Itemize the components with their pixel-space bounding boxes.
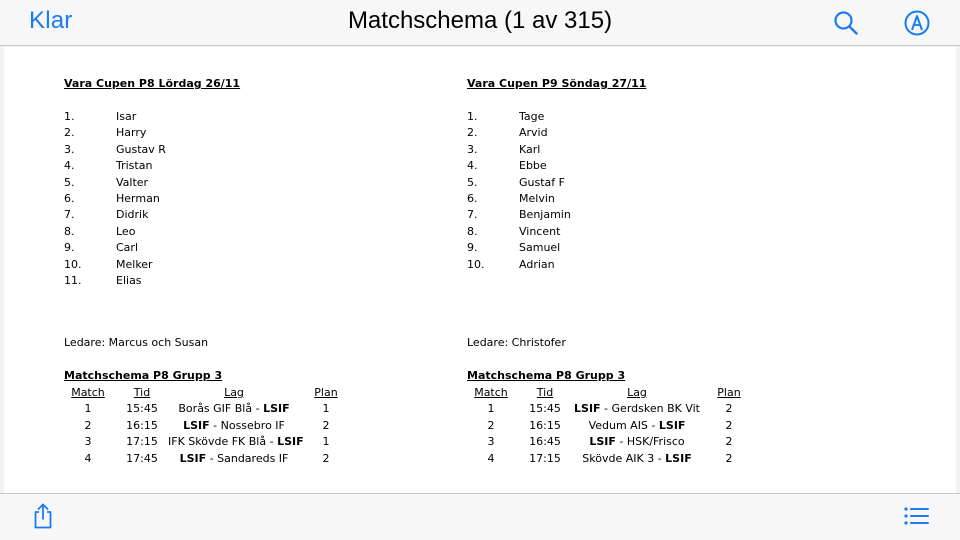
list-item [64, 240, 444, 256]
match-teams [571, 451, 703, 467]
match-time: 17:45 [126, 451, 158, 465]
match-number: 3 [487, 435, 495, 449]
list-item [467, 158, 847, 174]
list-number: 8. [64, 224, 75, 238]
player-name: Elias [116, 273, 142, 287]
match-teams [168, 451, 300, 467]
match-teams [168, 418, 300, 434]
home-team-highlight: LSIF [179, 451, 207, 465]
player-name: Gustav R [116, 142, 166, 156]
column-header-match: Match [474, 386, 508, 399]
team-text: Borås GIF Blå - [178, 402, 264, 416]
player-name: Vincent [519, 224, 561, 238]
markup-icon[interactable] [903, 9, 931, 37]
player-name: Samuel [519, 241, 561, 255]
home-team-highlight: LSIF [277, 435, 304, 449]
table-row [64, 434, 364, 450]
table-header-row [467, 385, 767, 401]
match-number: 4 [84, 451, 92, 465]
table-row [64, 451, 364, 467]
match-time: 17:15 [529, 451, 561, 465]
match-pitch: 2 [725, 435, 733, 449]
list-number: 1. [64, 110, 75, 123]
player-name: Melker [116, 257, 153, 271]
list-item [64, 125, 444, 141]
match-time: 15:45 [126, 402, 158, 416]
table-body [467, 401, 767, 467]
match-schedule-table [467, 385, 767, 467]
match-pitch: 2 [322, 418, 330, 432]
schedule-title: Matchschema P8 Grupp 3 [64, 369, 223, 382]
table-body [64, 401, 364, 467]
list-number: 9. [64, 241, 75, 255]
match-pitch: 2 [725, 451, 733, 465]
table-header-row [64, 385, 364, 401]
list-item [467, 175, 847, 191]
list-number: 4. [64, 159, 75, 173]
match-teams [168, 401, 300, 417]
player-name: Harry [116, 126, 147, 140]
match-pitch: 1 [322, 402, 330, 416]
toolbar [0, 493, 960, 540]
right-column [467, 76, 847, 465]
list-item [64, 142, 444, 158]
column-header-lag: Lag [627, 386, 647, 399]
list-number: 3. [467, 142, 478, 156]
match-pitch: 2 [725, 402, 733, 416]
home-team-highlight: LSIF [658, 418, 686, 432]
table-row [64, 418, 364, 434]
list-number: 3. [64, 142, 75, 156]
list-item [467, 207, 847, 223]
match-pitch: 2 [725, 418, 733, 432]
player-name: Didrik [116, 208, 149, 222]
list-number: 2. [467, 126, 478, 140]
list-number: 2. [64, 126, 75, 140]
list-item [64, 158, 444, 174]
list-item [467, 224, 847, 240]
list-number: 6. [64, 191, 75, 205]
list-item [467, 257, 847, 273]
section-heading: Vara Cupen P9 Söndag 27/11 [467, 77, 647, 90]
player-name: Melvin [519, 191, 555, 205]
list-item [467, 142, 847, 158]
leaders-text: Ledare: Christofer [467, 336, 566, 349]
list-item [64, 224, 444, 240]
match-time: 15:45 [529, 402, 561, 416]
list-item [467, 191, 847, 207]
left-column [64, 76, 444, 465]
player-name: Adrian [519, 257, 555, 271]
list-number: 11. [64, 273, 82, 287]
team-text: - HSK/Frisco [615, 435, 685, 449]
list-number: 8. [467, 224, 478, 238]
team-text: - Nossebro IF [209, 418, 285, 432]
section-heading: Vara Cupen P8 Lördag 26/11 [64, 77, 241, 90]
list-number: 7. [467, 208, 478, 222]
match-number: 3 [84, 435, 92, 449]
player-name: Herman [116, 191, 160, 205]
match-number: 2 [487, 418, 495, 432]
list-number: 10. [64, 257, 82, 271]
table-row [467, 451, 767, 467]
column-header-plan: Plan [717, 386, 741, 399]
team-text: - Sandareds IF [206, 451, 289, 465]
player-name: Tage [519, 110, 545, 123]
team-text: Skövde AIK 3 - [582, 451, 666, 465]
match-number: 2 [84, 418, 92, 432]
match-schedule-table [64, 385, 364, 467]
home-team-highlight: LSIF [263, 402, 290, 416]
team-text: Vedum AIS - [588, 418, 659, 432]
match-teams [571, 418, 703, 434]
player-name: Arvid [519, 126, 548, 140]
player-name: Valter [116, 175, 149, 189]
home-team-highlight: LSIF [589, 435, 616, 449]
list-number: 1. [467, 110, 478, 123]
list-number: 10. [467, 257, 485, 271]
schedule-title: Matchschema P8 Grupp 3 [467, 369, 626, 382]
match-number: 1 [487, 402, 495, 416]
list-item [64, 191, 444, 207]
table-row [467, 401, 767, 417]
table-row [467, 418, 767, 434]
player-name: Carl [116, 241, 138, 255]
list-item [64, 175, 444, 191]
done-button[interactable]: Klar [29, 7, 73, 34]
list-number: 6. [467, 191, 478, 205]
match-pitch: 1 [322, 435, 330, 449]
player-name: Karl [519, 142, 541, 156]
share-icon[interactable] [29, 502, 57, 530]
list-item [467, 125, 847, 141]
search-icon[interactable] [832, 9, 860, 37]
team-text: - Gerdsken BK Vit [600, 402, 700, 416]
team-text: IFK Skövde FK Blå - [168, 435, 278, 449]
list-item [467, 240, 847, 256]
leaders-text: Ledare: Marcus och Susan [64, 336, 209, 349]
match-teams [571, 434, 703, 450]
match-teams [168, 434, 304, 450]
list-number: 4. [467, 159, 478, 173]
table-row [64, 401, 364, 417]
match-time: 16:15 [529, 418, 561, 432]
list-number: 7. [64, 208, 75, 222]
list-item [64, 257, 444, 273]
match-time: 16:45 [529, 435, 561, 449]
home-team-highlight: LSIF [574, 402, 601, 416]
match-pitch: 2 [322, 451, 330, 465]
home-team-highlight: LSIF [183, 418, 210, 432]
list-item [467, 109, 847, 125]
list-number: 5. [467, 175, 478, 189]
match-time: 17:15 [126, 435, 158, 449]
match-teams [571, 401, 703, 417]
column-header-tid: Tid [133, 386, 151, 399]
column-header-match: Match [71, 386, 105, 399]
table-row [467, 434, 767, 450]
column-header-lag: Lag [224, 386, 244, 399]
list-item [64, 207, 444, 223]
player-name: Isar [116, 110, 137, 123]
player-list [467, 109, 847, 273]
list-number: 9. [467, 241, 478, 255]
list-number: 5. [64, 175, 75, 189]
player-name: Benjamin [519, 208, 571, 222]
list-icon[interactable] [902, 503, 930, 531]
page-title: Matchschema (1 av 315) [347, 7, 613, 34]
column-header-tid: Tid [536, 386, 554, 399]
match-number: 4 [487, 451, 495, 465]
list-item [64, 109, 444, 125]
list-item [64, 273, 444, 289]
home-team-highlight: LSIF [665, 451, 692, 465]
document-page[interactable] [4, 47, 956, 493]
player-name: Tristan [116, 159, 153, 173]
player-list [64, 109, 444, 289]
player-name: Gustaf F [519, 175, 565, 189]
navigation-bar [0, 0, 960, 46]
column-header-plan: Plan [314, 386, 338, 399]
match-number: 1 [84, 402, 92, 416]
player-name: Leo [116, 224, 136, 238]
match-time: 16:15 [126, 418, 158, 432]
player-name: Ebbe [519, 159, 547, 173]
